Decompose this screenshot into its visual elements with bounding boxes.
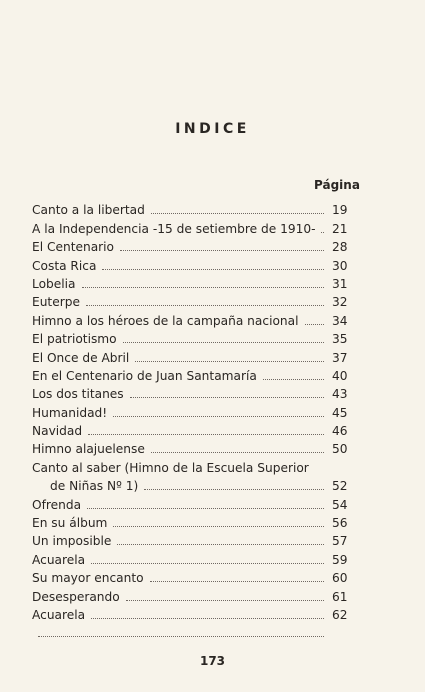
dot-leader: [88, 434, 324, 435]
entry-page: 19: [332, 203, 348, 218]
dot-leader: [91, 563, 324, 564]
entry-page: 28: [332, 240, 348, 255]
toc-entry: [32, 585, 346, 603]
dot-leader: [86, 305, 324, 306]
dot-leader: [151, 452, 324, 453]
dot-leader: [151, 213, 324, 214]
toc-entry: [32, 401, 346, 419]
toc-entry: [32, 236, 346, 254]
entry-title: El Centenario: [32, 240, 115, 255]
page-number: 173: [199, 654, 226, 668]
toc-entry: [32, 328, 346, 346]
entry-title: Acuarela: [32, 607, 86, 622]
entry-page: 30: [332, 258, 348, 273]
entry-title: Su mayor encanto: [32, 571, 144, 586]
toc-entry: [32, 346, 346, 364]
dot-leader: [113, 416, 324, 417]
entry-title: En el Centenario de Juan Santamaría: [32, 368, 257, 383]
dot-leader: [123, 342, 324, 343]
toc-entry: [32, 365, 346, 383]
entry-title: Costa Rica: [32, 258, 97, 273]
toc-entry: [32, 254, 346, 272]
toc-entry: [32, 217, 346, 235]
entry-page: 60: [332, 571, 348, 586]
toc-entry: [32, 530, 346, 548]
entry-title: Himno alajuelense: [32, 442, 145, 457]
page-column-header: Página: [314, 178, 360, 192]
entry-title: Canto a la libertad: [32, 203, 145, 218]
entry-page: 62: [332, 607, 348, 622]
entry-page: 50: [332, 442, 348, 457]
toc-entry: [32, 622, 346, 640]
toc-entry: [32, 604, 346, 622]
entry-page: 45: [332, 405, 348, 420]
entry-page: 32: [332, 295, 348, 310]
toc-entry: [32, 383, 346, 401]
entry-title: Lobelia: [32, 276, 76, 291]
toc-entry: [32, 456, 346, 493]
entry-page: 35: [332, 332, 348, 347]
entry-page: 46: [332, 424, 348, 439]
entry-title: Acuarela: [32, 552, 86, 567]
toc-entry: [32, 512, 346, 530]
entry-title: Los dos titanes: [32, 387, 124, 402]
entry-page: 21: [332, 221, 348, 236]
entry-title: Un imposible: [32, 534, 112, 549]
dot-leader: [321, 232, 324, 233]
entry-title: Himno a los héroes de la campaña nacional: [32, 313, 299, 328]
entry-page: 31: [332, 276, 348, 291]
entry-title: Navidad: [32, 424, 83, 439]
entry-title: A la Independencia -15 de setiembre de 1910-: [32, 221, 316, 236]
dot-leader: [38, 636, 324, 637]
dot-leader: [135, 361, 324, 362]
toc-entry: [32, 548, 346, 566]
dot-leader: [113, 526, 324, 527]
entry-page: 52: [332, 479, 348, 494]
toc-entry: [32, 273, 346, 291]
entry-title: Canto al saber (Himno de la Escuela Superior: [32, 460, 309, 475]
entry-page: 56: [332, 516, 348, 531]
toc-entry: [32, 199, 346, 217]
entry-page: 57: [332, 534, 348, 549]
entry-title: Euterpe: [32, 295, 80, 310]
dot-leader: [126, 600, 324, 601]
dot-leader: [263, 379, 324, 380]
toc-entry: [32, 309, 346, 327]
dot-leader: [87, 508, 324, 509]
page-title: INDICE: [175, 121, 250, 137]
entry-title-continued: de Niñas Nº 1): [50, 479, 139, 494]
toc-entry: [32, 420, 346, 438]
entry-page: 34: [332, 313, 348, 328]
dot-leader: [150, 581, 324, 582]
entry-page: 40: [332, 368, 348, 383]
entry-page: 54: [332, 497, 348, 512]
entry-title: Humanidad!: [32, 405, 108, 420]
dot-leader: [102, 269, 324, 270]
table-of-contents: [32, 199, 346, 640]
dot-leader: [91, 618, 324, 619]
toc-entry: [32, 438, 346, 456]
dot-leader: [82, 287, 324, 288]
entry-page: 37: [332, 350, 348, 365]
entry-page: 61: [332, 589, 348, 604]
entry-title: En su álbum: [32, 516, 108, 531]
entry-title: Desesperando: [32, 589, 120, 604]
toc-entry: [32, 567, 346, 585]
entry-title: El patriotismo: [32, 332, 117, 347]
dot-leader: [120, 250, 324, 251]
toc-entry: [32, 291, 346, 309]
dot-leader: [117, 544, 324, 545]
entry-page: 43: [332, 387, 348, 402]
toc-entry: [32, 493, 346, 511]
dot-leader: [130, 397, 324, 398]
dot-leader: [144, 489, 324, 490]
entry-title: Ofrenda: [32, 497, 82, 512]
dot-leader: [305, 324, 325, 325]
entry-page: 59: [332, 552, 348, 567]
entry-title: El Once de Abril: [32, 350, 130, 365]
